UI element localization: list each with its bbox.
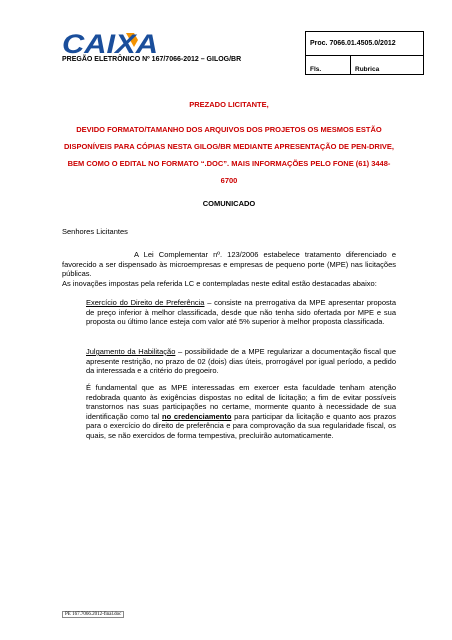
item-preferencia-text: – consiste na prerrogativa da MPE apresentar proposta de preço inferior à melhor classificada, desde que não tenha sido ofertada por MPE e sua proposta ou último lance esteja com valor até 5% superior à melhor proposta classificada. <box>86 298 397 326</box>
process-box <box>305 31 424 75</box>
paragraph-fundamental <box>86 383 396 440</box>
fundamental-text-1: É fundamental que as MPE interessadas em exercer esta faculdade tenham atenção redobrada quanto às exigências dispostas no edital de licitação; a fim de evitar possíveis transtornos nas suas participações no certame, mormente quanto à necessidade de sua identificação como tal <box>86 383 396 421</box>
caixa-logo <box>62 30 160 56</box>
paragraph-innovations: As inovações impostas pela referida LC e contempladas neste edital estão destacadas abaixo: <box>62 279 377 288</box>
process-number: Proc. 7066.01.4505.0/2012 <box>306 32 423 56</box>
logo-text: CAIXA <box>62 30 158 56</box>
item-habilitacao <box>86 347 396 376</box>
rubrica-label: Rubrica <box>355 66 380 73</box>
item-preferencia <box>86 298 396 327</box>
notice-body: DEVIDO FORMATO/TAMANHO DOS ARQUIVOS DOS PROJETOS OS MESMOS ESTÃO DISPONÍVEIS PARA CÓPIAS NESTA GILOG/BR MEDIANTE APRESENTAÇÃO DE PEN-DRIVE, BEM COMO O EDITAL NO FORMATO “.DOC”. MAIS INFORMAÇÕES PELO FONE (61) 3448-6700 <box>63 125 395 185</box>
item-habilitacao-label: Julgamento da Habilitação <box>86 347 176 356</box>
notice-title: PREZADO LICITANTE, <box>189 100 269 109</box>
credenciamento-emphasis: no credenciamento <box>162 411 232 421</box>
fundamental-text-2: para participar da licitação e quanto aos prazos para o exercício do direito de preferência e para comprovação da sua regularidade fiscal, os quais, se não exercidos de forma tempestiva, precluirão automaticamente. <box>86 411 396 440</box>
salutation: Senhores Licitantes <box>62 227 128 236</box>
pregao-heading: PREGÃO ELETRÔNICO Nº 167/7066-2012 – GILOG/BR <box>62 56 242 63</box>
item-habilitacao-text: – possibilidade de a MPE regularizar a documentação fiscal que apresente restrição, no prazo de 02 (dois) dias úteis, prorrogável por igual período, a pedido da interessada e a critério do pregoeiro. <box>86 347 396 375</box>
comunicado-heading: COMUNICADO <box>202 199 256 208</box>
footer-filename: PE 167.7066.2012-final.doc <box>62 611 124 618</box>
item-preferencia-label: Exercício do Direito de Preferência <box>86 298 205 307</box>
paragraph-lc: A Lei Complementar nº. 123/2006 estabelece tratamento diferenciado e favorecido a ser dispensado às microempresas e empresas de pequeno porte (MPE) nas licitações públicas. <box>62 250 396 278</box>
fls-label: Fls. <box>306 56 351 75</box>
